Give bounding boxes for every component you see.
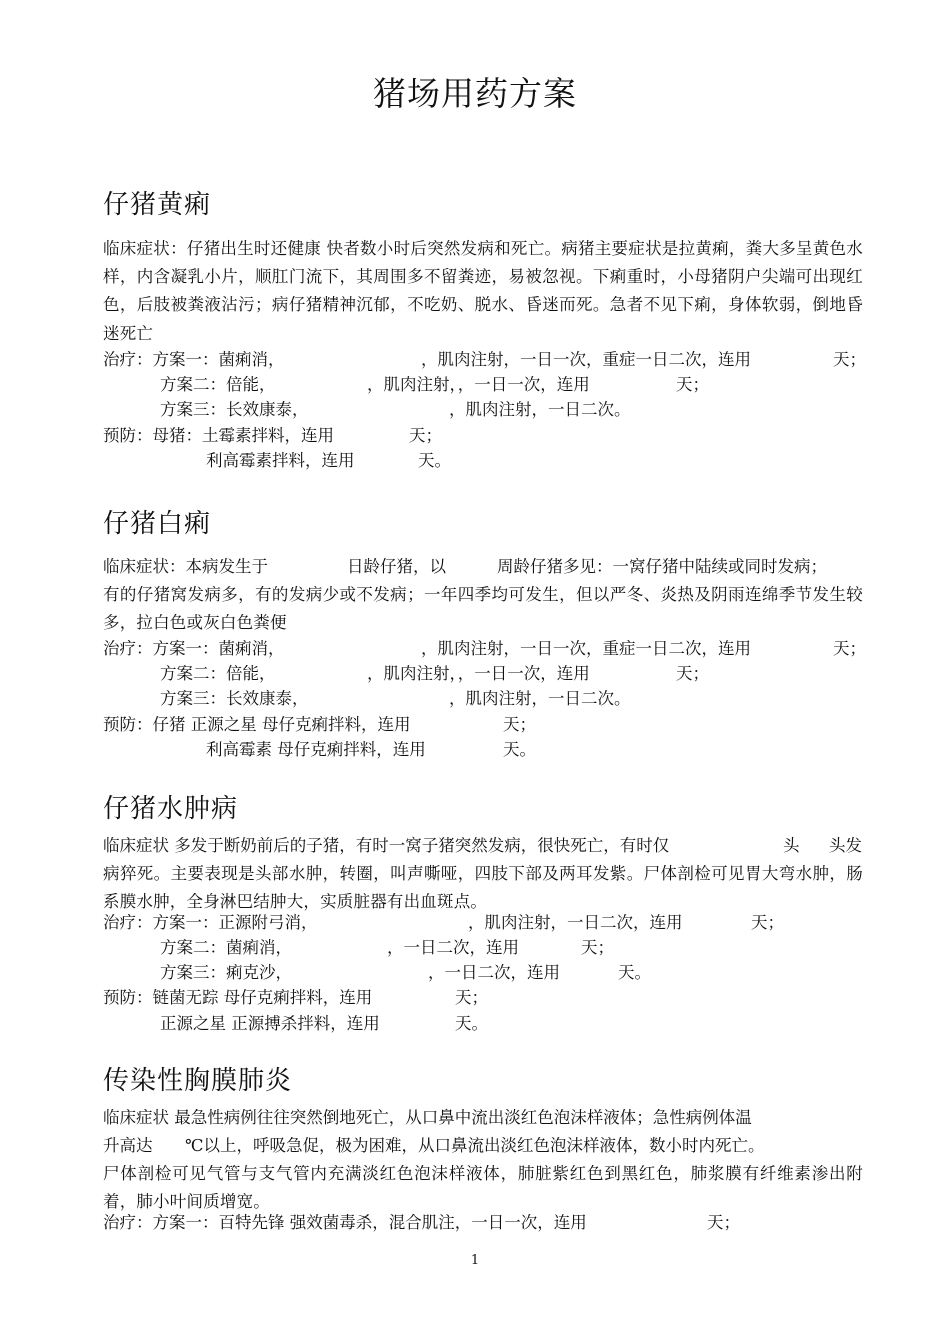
prevention-line — [103, 448, 873, 473]
treatment-text: 方案三：痢克沙， — [160, 963, 292, 982]
page-number: 1 — [470, 1253, 480, 1268]
section-heading: 仔猪水肿病 — [103, 794, 239, 824]
section-heading: 传染性胸膜肺炎 — [103, 1066, 293, 1096]
prevention-text: 利高霉素拌料，连用 — [206, 451, 355, 470]
symptom-text: 临床症状 多发于断奶前后的子猪，有时一窝子猪突然发病，很快死亡，有时仅 — [103, 836, 670, 855]
treatment-text: ，肌肉注射，一日二次。 — [449, 400, 631, 419]
treatment-line — [103, 636, 873, 661]
treatment-text: 方案二：菌痢消， — [160, 938, 292, 957]
symptom-line — [103, 553, 873, 581]
symptom-paragraph: 病猝死。主要表现是头部水肿，转圈，叫声嘶哑，四肢下部及两耳发紫。尸体剖检可见胃大弯水肿，肠系膜水肿，全身淋巴结肿大，实质脏器有出血斑点。 — [103, 864, 863, 912]
treatment-text: ，肌肉注射，，一日一次，连用 — [367, 664, 590, 683]
section-heading: 仔猪黄痢 — [103, 190, 212, 220]
treatment-text: ，肌肉注射，一日二次，连用 — [468, 913, 683, 932]
prevention-line — [103, 423, 873, 448]
symptom-text: 升高达 — [103, 1136, 153, 1155]
treatment-text: 天。 — [618, 963, 651, 982]
treatment-line — [103, 372, 873, 397]
symptom-text: 头 — [783, 836, 800, 855]
prevention-line — [103, 737, 873, 762]
symptom-text: 周龄仔猪多见：一窝仔猪中陆续或同时发病； — [497, 557, 827, 576]
symptom-text: 日龄仔猪，以 — [347, 557, 446, 576]
treatment-text: 治疗：方案一：正源附弓消， — [103, 913, 318, 932]
prevention-text: 正源之星 正源搏杀拌料，连用 — [160, 1014, 380, 1033]
prevention-line — [103, 985, 873, 1010]
symptom-line — [103, 1132, 873, 1160]
treatment-line — [103, 686, 873, 711]
prevention-text: 预防：母猪：土霉素拌料，连用 — [103, 426, 334, 445]
treatment-line — [103, 347, 873, 372]
treatment-text: ，肌肉注射，，一日一次，连用 — [367, 375, 590, 394]
treatment-text: ，肌肉注射，一日二次。 — [449, 689, 631, 708]
prevention-text: 天； — [455, 988, 488, 1007]
treatment-line — [103, 397, 873, 422]
treatment-text: 天； — [581, 938, 614, 957]
treatment-text: 天； — [707, 1213, 740, 1232]
treatment-line — [103, 1210, 873, 1235]
prevention-text: 天。 — [455, 1014, 488, 1033]
symptom-text: 临床症状 最急性病例往往突然倒地死亡，从口鼻中流出淡红色泡沫样液体；急性病例体温 — [103, 1108, 752, 1127]
prevention-line — [103, 712, 873, 737]
symptom-line — [103, 832, 873, 860]
treatment-text: 天； — [833, 350, 866, 369]
treatment-text: 方案二：倍能， — [160, 375, 276, 394]
treatment-text: 治疗：方案一：百特先锋 强效菌毒杀，混合肌注，一日一次，连用 — [103, 1213, 587, 1232]
treatment-text: ，一日二次，连用 — [387, 938, 519, 957]
treatment-text: ，一日二次，连用 — [428, 963, 560, 982]
prevention-text: 利高霉素 母仔克痢拌料，连用 — [206, 740, 426, 759]
symptom-line — [103, 1104, 873, 1132]
treatment-line — [103, 910, 873, 935]
treatment-text: 方案二：倍能， — [160, 664, 276, 683]
treatment-line — [103, 661, 873, 686]
treatment-text: 治疗：方案一：菌痢消， — [103, 350, 285, 369]
treatment-text: 方案三：长效康泰， — [160, 689, 309, 708]
section-heading: 仔猪白痢 — [103, 509, 212, 539]
treatment-text: 天； — [676, 375, 709, 394]
prevention-text: 预防：链菌无踪 母仔克痢拌料，连用 — [103, 988, 373, 1007]
treatment-line — [103, 935, 873, 960]
treatment-text: 方案三：长效康泰， — [160, 400, 309, 419]
prevention-text: 天； — [409, 426, 442, 445]
prevention-text: 天； — [503, 715, 536, 734]
treatment-text: ，肌肉注射，一日一次，重症一日二次，连用 — [421, 350, 751, 369]
treatment-line — [103, 960, 873, 985]
treatment-text: 天； — [751, 913, 784, 932]
treatment-text: ，肌肉注射，一日一次，重症一日二次，连用 — [421, 639, 751, 658]
symptom-paragraph: 尸体剖检可见气管与支气管内充满淡红色泡沫样液体，肺脏紫红色到黑红色，肺浆膜有纤维素渗出附着，肺小叶间质增宽。 — [103, 1164, 863, 1212]
treatment-text: 天； — [833, 639, 866, 658]
treatment-text: 天； — [676, 664, 709, 683]
prevention-text: 天。 — [503, 740, 536, 759]
symptom-text: 头发 — [829, 836, 862, 855]
document-title: 猪场用药方案 — [373, 74, 577, 113]
prevention-text: 预防：仔猪 正源之星 母仔克痢拌料，连用 — [103, 715, 411, 734]
treatment-text: 治疗：方案一：菌痢消， — [103, 639, 285, 658]
prevention-text: 天。 — [418, 451, 451, 470]
symptom-text: 临床症状：本病发生于 — [103, 557, 268, 576]
prevention-line — [103, 1011, 873, 1036]
symptom-paragraph: 临床症状：仔猪出生时还健康 快者数小时后突然发病和死亡。病猪主要症状是拉黄痢，粪大多呈黄色水样，内含凝乳小片，顺肛门流下，其周围多不留粪迹，易被忽视。下痢重时，小母猪阴户尖端可出现红色，后肢被粪液沾污；病仔猪精神沉郁，不吃奶、脱水、昏迷而死。急者不见下痢，身体软弱，倒地昏迷死亡 — [103, 239, 863, 343]
symptom-text: ℃以上，呼吸急促，极为困难，从口鼻流出淡红色泡沫样液体，数小时内死亡。 — [185, 1136, 765, 1155]
symptom-paragraph: 有的仔猪窝发病多，有的发病少或不发病；一年四季均可发生，但以严冬、炎热及阴雨连绵季节发生较多，拉白色或灰白色粪便 — [103, 585, 863, 633]
